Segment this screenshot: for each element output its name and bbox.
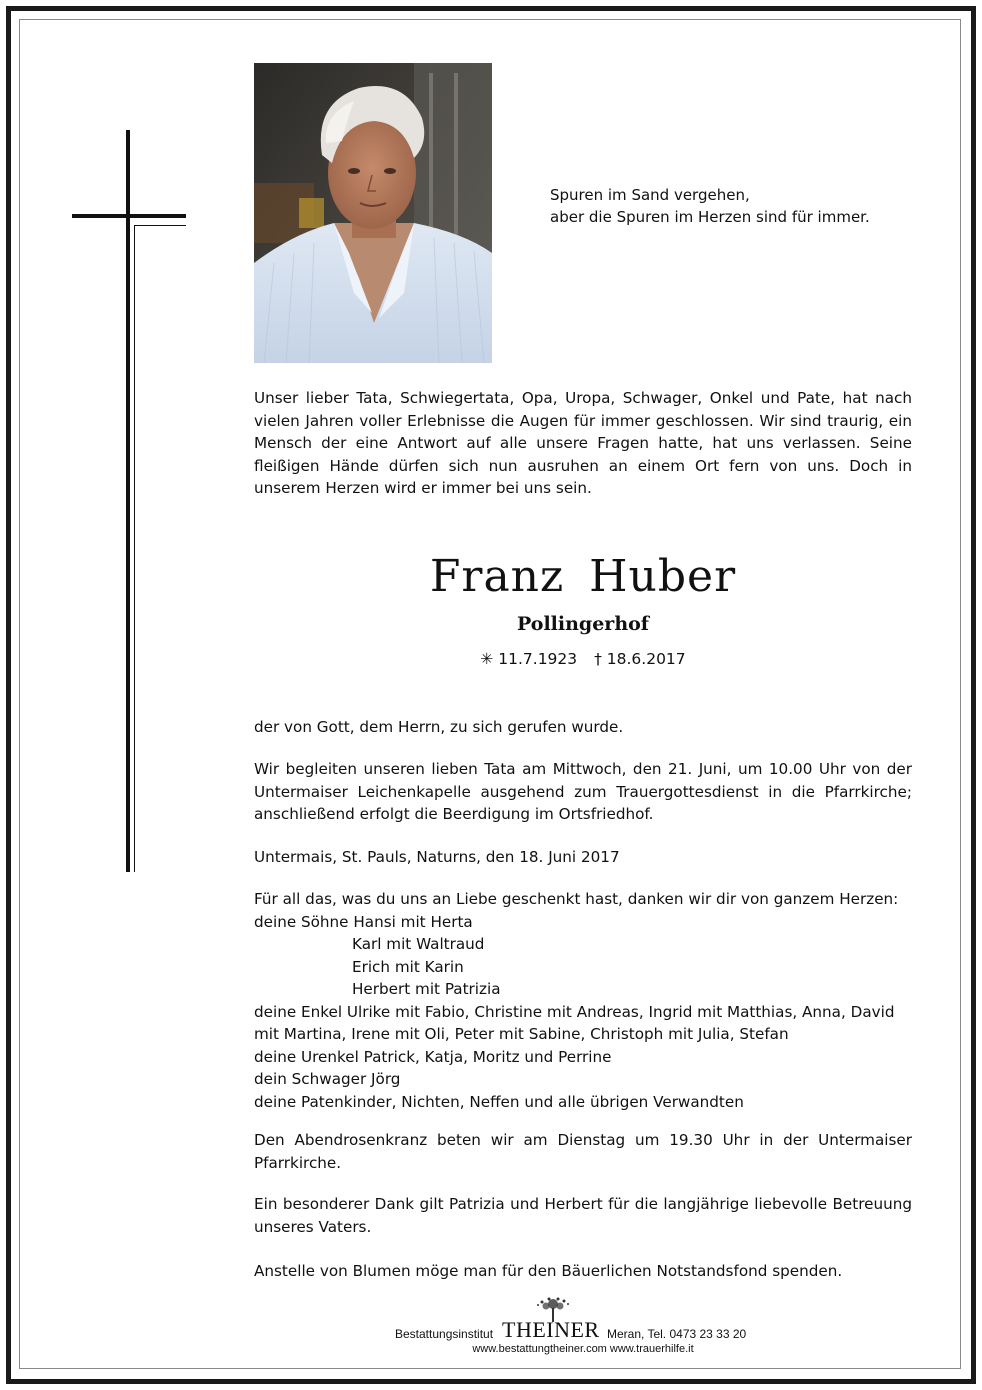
footer-brand: THEINER	[502, 1317, 600, 1342]
rosary-paragraph: Den Abendrosenkranz beten wir am Dienstag um 19.30 Uhr in der Untermaiser Pfarrkirche.	[254, 1131, 912, 1172]
deceased-name: Franz Huber	[429, 551, 737, 602]
footer-contact: Meran, Tel. 0473 23 33 20	[607, 1327, 747, 1341]
portrait-photo	[254, 63, 492, 363]
intro-paragraph: Unser lieber Tata, Schwiegertata, Opa, Uropa, Schwager, Onkel und Pate, hat nach vielen Jahren voller Erlebnisse die Augen für immer geschlossen. Wir sind traurig, ein Mensch der eine Antwort auf alle unsere Fragen hatte, hat uns verlassen. Seine fleißigen Hände dürfen sich nun ausruhen an einem Ort fern von uns. Doch in unserem Herzen wird er immer bei uns sein.	[254, 389, 912, 497]
relatives-line: deine Patenkinder, Nichten, Neffen und alle übrigen Verwandten	[254, 1092, 744, 1111]
son-entry: Herbert mit Patrizia	[352, 980, 501, 998]
motto-line: aber die Spuren im Herzen sind für immer.	[550, 208, 870, 226]
funeral-home-footer	[395, 1317, 795, 1345]
brother-in-law-line: dein Schwager Jörg	[254, 1070, 401, 1088]
mourners-list	[254, 888, 912, 1113]
motto-quote	[550, 184, 910, 228]
grandchildren-line: deine Enkel Ulrike mit Fabio, Christine mit Andreas, Ingrid mit Matthias, Anna, David mit Martina, Irene mit Oli, Peter mit Sabine, Christoph mit Julia, Stefan	[254, 1002, 895, 1043]
cross-horizontal-bar	[72, 214, 186, 218]
farm-name: Pollingerhof	[517, 613, 649, 635]
birth-date: ✳ 11.7.1923	[480, 650, 578, 668]
flowers-paragraph: Anstelle von Blumen möge man für den Bäuerlichen Notstandsfond spenden.	[254, 1262, 843, 1280]
special-thanks-paragraph: Ein besonderer Dank gilt Patrizia und Herbert für die langjährige liebevolle Betreuung unseres Vaters.	[254, 1195, 912, 1236]
son-entry: Erich mit Karin	[352, 957, 464, 976]
death-date: † 18.6.2017	[594, 650, 686, 668]
thanks-intro: Für all das, was du uns an Liebe geschenkt hast, danken wir dir von ganzem Herzen:	[254, 890, 899, 908]
great-grandchildren-line: deine Urenkel Patrick, Katja, Moritz und Perrine	[254, 1047, 612, 1066]
motto-line: Spuren im Sand vergehen,	[550, 186, 750, 204]
cross-horizontal-shadow	[134, 225, 186, 226]
cross-vertical-bar	[126, 130, 130, 872]
footer-label: Bestattungsinstitut	[395, 1327, 494, 1341]
cross-vertical-shadow	[134, 226, 135, 872]
footer-websites[interactable]: www.bestattungtheiner.com www.trauerhilfe.it	[472, 1343, 694, 1355]
funeral-paragraph: Wir begleiten unseren lieben Tata am Mittwoch, den 21. Juni, um 10.00 Uhr von der Untermaiser Leichenkapelle ausgehend zum Trauergottesdienst in die Pfarrkirche; anschließend erfolgt die Beerdigung im Ortsfriedhof.	[254, 760, 912, 823]
sons-line: deine Söhne Hansi mit Herta	[254, 912, 473, 931]
life-dates	[254, 650, 912, 668]
called-paragraph: der von Gott, dem Herrn, zu sich gerufen wurde.	[254, 718, 624, 736]
son-entry: Karl mit Waltraud	[352, 935, 485, 953]
place-date-line: Untermais, St. Pauls, Naturns, den 18. Juni 2017	[254, 848, 620, 866]
